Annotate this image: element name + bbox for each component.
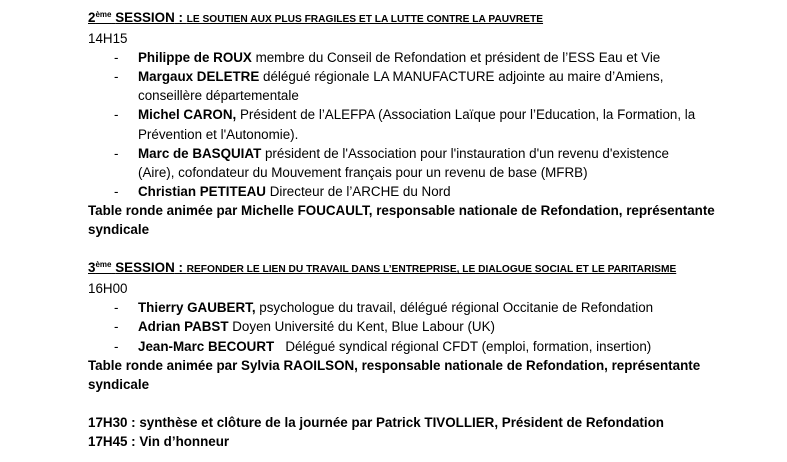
speaker-item: - Michel CARON, Président de l’ALEFPA (Association Laïque pour l’Education, la Formation, la Prévention et l'Autonomie). [114,107,696,142]
session-3-time: 16H00 [88,281,128,297]
speaker-name: Margaux DELETRE [138,69,260,85]
speaker-item: - Marc de BASQUIAT président de l'Association pour l'instauration d'un revenu d'existence (Aire), cofondateur du Mouvement français pour un revenu de base (MFRB) [114,145,669,180]
speaker-item: - Jean-Marc BECOURT Délégué syndical régional CFDT (emploi, formation, insertion) [114,338,652,354]
session-3-round-table: Table ronde animée par Sylvia RAOILSON, responsable nationale de Refondation, représentante [88,357,701,373]
speaker-item: - Thierry GAUBERT, psychologue du travail, délégué régional Occitanie de Refondation [114,300,654,316]
session-3-title: REFONDER LE LIEN DU TRAVAIL DANS L’ENTREPRISE, LE DIALOGUE SOCIAL ET LE PARITARISME [186,264,677,276]
speaker-name: Jean-Marc BECOURT [138,338,275,354]
speaker-description: Président de l’ALEFPA (Association Laïque pour l’Education, la Formation, la [236,107,696,123]
speaker-description: délégué régionale LA MANUFACTURE adjointe au maire d’Amiens, [259,69,664,85]
speaker-name: Adrian PABST [138,319,229,335]
speaker-name: Thierry GAUBERT, [138,300,256,316]
speaker-description-cont: Prévention et l'Autonomie). [138,126,299,142]
session-2-time: 14H15 [88,31,128,47]
speaker-name: Michel CARON, [138,107,237,123]
speaker-description: membre du Conseil de Refondation et président de l’ESS Eau et Vie [251,50,661,66]
session-2-round-table: Table ronde animée par Michelle FOUCAULT, responsable nationale de Refondation, représentante [88,202,715,218]
speaker-description: Doyen Université du Kent, Blue Labour (UK) [228,319,495,335]
session-2-label: 2ème SESSION : LE SOUTIEN AUX PLUS FRAGILES ET LA LUTTE CONTRE LA PAUVRETE [88,10,544,25]
speaker-description-cont: (Aire), cofondateur du Mouvement français pour un revenu de base (MFRB) [138,164,588,180]
speaker-item: - Philippe de ROUX membre du Conseil de Refondation et président de l’ESS Eau et Vie [114,50,661,66]
speaker-name: Philippe de ROUX [138,50,252,66]
speaker-name: Christian PETITEAU [138,183,266,199]
speaker-description: président de l'Association pour l'instauration d'un revenu d'existence [261,145,669,161]
session-3-label: 3ème SESSION : REFONDER LE LIEN DU TRAVAIL DANS L’ENTREPRISE, LE DIALOGUE SOCIAL ET LE PARITARISME [88,260,677,276]
session-3-heading [88,258,778,279]
speaker-name: Marc de BASQUIAT [138,145,262,161]
session-2-title: LE SOUTIEN AUX PLUS FRAGILES ET LA LUTTE CONTRE LA PAUVRETE [186,14,544,25]
session-3-speaker-list [88,298,778,355]
spacer [88,394,778,413]
closing-line: 17H30 : synthèse et clôture de la journée par Patrick TIVOLLIER, Président de Refondation [88,414,664,430]
reception-line: 17H45 : Vin d’honneur [88,433,230,449]
session-2-round-table-cont: syndicale [88,222,150,238]
spacer [88,239,778,258]
speaker-description: psychologue du travail, délégué régional Occitanie de Refondation [255,300,654,316]
session-2-speaker-list [88,48,778,201]
session-3-round-table-cont: syndicale [88,376,150,392]
session-2-heading [88,8,778,29]
speaker-item: - Christian PETITEAU Directeur de l’ARCHE du Nord [114,183,451,199]
speaker-description: Directeur de l’ARCHE du Nord [265,183,451,199]
speaker-description-cont: conseillère départementale [138,88,299,104]
speaker-item: - Adrian PABST Doyen Université du Kent, Blue Labour (UK) [114,319,495,335]
program-document [88,8,778,451]
speaker-description: Délégué syndical régional CFDT (emploi, formation, insertion) [274,338,652,354]
speaker-item: - Margaux DELETRE délégué régionale LA MANUFACTURE adjointe au maire d’Amiens, conseillère départementale [114,69,664,104]
